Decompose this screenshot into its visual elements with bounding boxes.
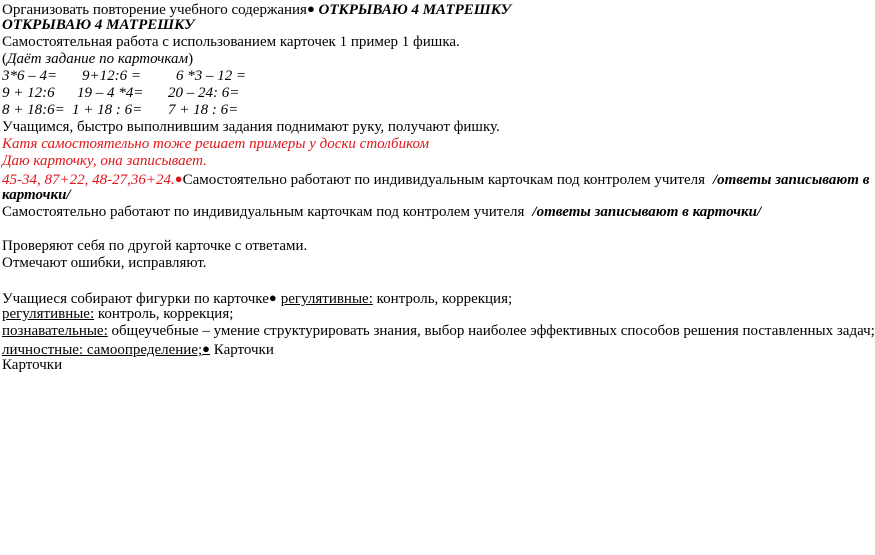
example: 8 + 18:6= <box>2 102 65 118</box>
example: 6 *3 – 12 = <box>176 68 247 84</box>
matryoshka-heading-inline: ОТКРЫВАЮ 4 МАТРЕШКУ <box>314 2 512 18</box>
cognitive-label: познавательные: <box>2 323 108 339</box>
card-note: Даю карточку, она записывает. <box>2 153 207 169</box>
examples-row-2 <box>2 85 239 102</box>
examples-row-1 <box>2 68 246 85</box>
regulative-label: регулятивные: <box>2 306 95 322</box>
task-note-text: Даёт задание по карточкам <box>7 51 189 67</box>
regulative-line: регулятивные: контроль, коррекция; <box>2 306 234 322</box>
katya-note: Катя самостоятельно тоже решает примеры у доски столбиком <box>2 136 430 152</box>
example: 7 + 18 : 6= <box>168 102 239 118</box>
answers-note: /ответы записывают в карточки/ <box>532 204 762 220</box>
line-organize <box>2 0 511 17</box>
red-examples-line <box>2 170 869 187</box>
example: 3*6 – 4= <box>2 68 58 84</box>
bullet-icon: ● <box>174 171 183 186</box>
cognitive-line: познавательные: общеучебные – умение структурировать знания, выбор наиболее эффективных способов решения поставленных задач; <box>2 323 875 339</box>
mark-errors-line: Отмечают ошибки, исправляют. <box>2 255 207 271</box>
personal-line: личностные: самоопределение;● Карточки <box>2 341 274 358</box>
individual-cards-line <box>2 204 761 221</box>
self-check-line: Проверяют себя по другой карточке с ответами. <box>2 238 308 254</box>
bullet-icon: ● <box>306 1 315 16</box>
independent-work-line: Самостоятельная работа с использованием карточек 1 пример 1 фишка. <box>2 34 460 50</box>
task-note: (Даёт задание по карточкам) <box>2 51 194 67</box>
organize-text: Организовать повторение учебного содержания <box>2 2 307 18</box>
example: 19 – 4 *4= <box>77 85 144 101</box>
answers-note-cont: карточки/ <box>2 187 71 203</box>
answers-note: /ответы записывают в <box>713 172 870 188</box>
example: 1 + 18 : 6= <box>72 102 143 118</box>
regulative-label: регулятивные: <box>280 291 373 307</box>
fast-students-line: Учащимся, быстро выполнившим задания поднимают руку, получают фишку. <box>2 119 500 135</box>
bullet-icon: ● <box>268 290 277 305</box>
bullet-icon: ● <box>202 341 211 356</box>
example: 20 – 24: 6= <box>168 85 240 101</box>
individual-cards-text: Самостоятельно работают по индивидуальным карточкам под контролем учителя <box>2 204 525 220</box>
cards-line: Карточки <box>2 357 63 373</box>
figures-text: Учащиеся собирают фигурки по карточке <box>2 291 269 307</box>
matryoshka-heading: ОТКРЫВАЮ 4 МАТРЕШКУ <box>2 17 195 33</box>
example: 9+12:6 = <box>82 68 141 84</box>
figures-line: Учащиеся собирают фигурки по карточке● регулятивные: контроль, коррекция; <box>2 290 513 307</box>
examples-row-3 <box>2 102 238 119</box>
individual-cards-text: Самостоятельно работают по индивидуальным карточкам под контролем учителя <box>182 172 705 188</box>
personal-label: личностные: <box>2 342 84 358</box>
red-examples: 45-34, 87+22, 48-27,36+24. <box>2 172 175 188</box>
example: 9 + 12:6 <box>2 85 55 101</box>
